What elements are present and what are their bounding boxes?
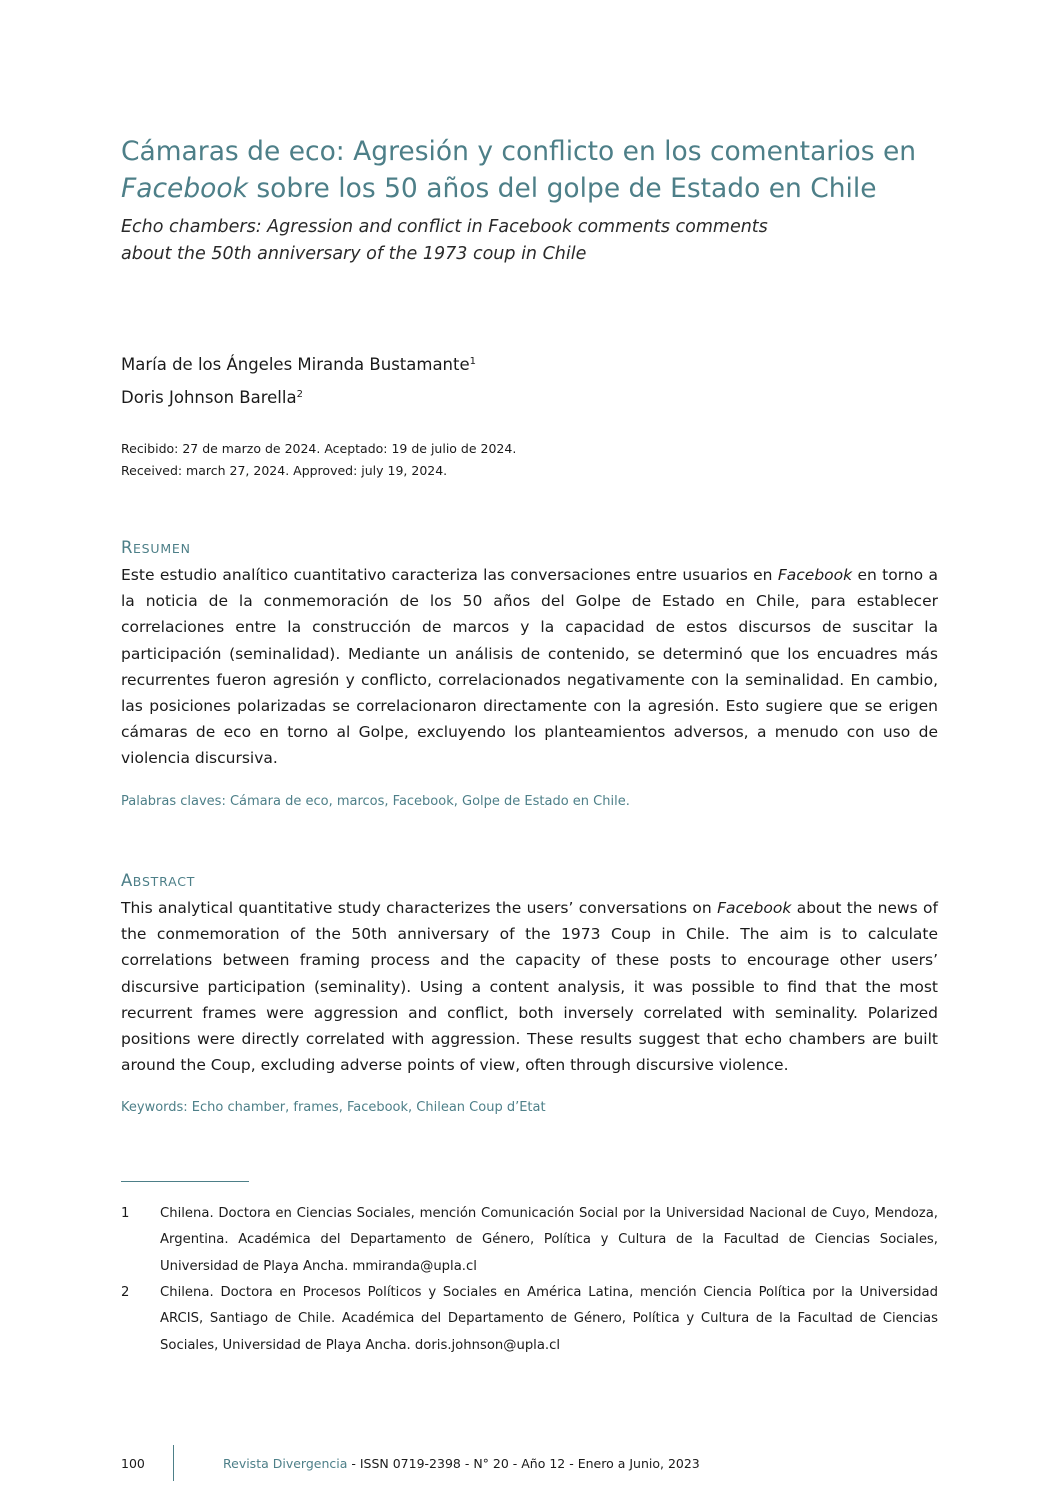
title-italic-word: Facebook — [121, 173, 248, 204]
page-number: 100 — [121, 1456, 145, 1471]
dates-english: Received: march 27, 2024. Approved: july 19, 2024. — [121, 463, 448, 478]
author-list — [121, 347, 476, 413]
footnote-2 — [121, 1280, 938, 1359]
author-name: María de los Ángeles Miranda Bustamante — [121, 355, 470, 374]
resumen-keywords: Palabras claves: Cámara de eco, marcos, Facebook, Golpe de Estado en Chile. — [121, 794, 630, 809]
subtitle-line-1: Echo chambers: Agression and conflict in Facebook comments comments — [121, 217, 768, 237]
title-line-2 — [121, 170, 941, 207]
article-title — [121, 133, 941, 207]
footnote-1 — [121, 1201, 938, 1280]
submission-dates — [121, 438, 516, 482]
author-footnote-ref[interactable]: 1 — [469, 356, 477, 367]
subtitle-line-2: about the 50th anniversary of the 1973 coup in Chile — [121, 244, 587, 264]
dates-spanish: Recibido: 27 de marzo de 2024. Aceptado: 19 de julio de 2024. — [121, 441, 517, 456]
resumen-heading: RESUMEN — [121, 538, 191, 557]
abstract-heading: ABSTRACT — [121, 871, 196, 890]
resumen-text: Este estudio analítico cuantitativo caracteriza las conversaciones entre usuarios en Facebook en torno a la noticia de la conmemoración de los 50 años del Golpe de Estado en Chile, para establecer correlaciones entre la construcción de marcos y la capacidad de estos discursos de suscitar la participación (seminalidad). Mediante un análisis de contenido, se determinó que los encuadres más recurrentes fueron agresión y conflicto, correlacionados negativamente con la seminalidad. En cambio, las posiciones polarizadas se correlacionaron directamente con la agresión. Esto sugiere que se erigen cámaras de eco en torno al Golpe, excluyendo los planteamientos adversos, a menudo con uso de violencia discursiva. — [121, 566, 938, 768]
footnote-separator — [121, 1181, 249, 1182]
journal-name: Revista Divergencia — [223, 1456, 348, 1471]
author-footnote-ref[interactable]: 2 — [296, 389, 303, 400]
footnote-text: Chilena. Doctora en Procesos Políticos y Sociales en América Latina, mención Ciencia Política por la Universidad ARCIS, Santiago de Chile. Académica del Departamento de Género, Política y Cultura de la Facultad de Ciencias Sociales, Universidad de Playa Ancha. doris.johnson@upla.cl — [160, 1285, 938, 1353]
abstract-text: This analytical quantitative study characterizes the users’ conversations on Facebook about the news of the conmemoration of the 50th anniversary of the 1973 Coup in Chile. The aim is to calculate correlations between framing process and the capacity of these posts to encourage other users’ discursive participation (seminality). Using a content analysis, it was possible to find that the most recurrent frames were aggression and conflict, both inversely correlated with seminality. Polarized positions were directly correlated with aggression. These results suggest that echo chambers are built around the Coup, excluding adverse points of view, often through discursive violence. — [121, 899, 938, 1075]
author-2 — [121, 380, 476, 413]
article-subtitle — [121, 214, 881, 268]
journal-details: - ISSN 0719-2398 - N° 20 - Año 12 - Enero a Junio, 2023 — [347, 1456, 700, 1471]
footnote-number: 2 — [121, 1285, 130, 1300]
journal-info — [223, 1454, 700, 1474]
author-1 — [121, 347, 476, 380]
title-line-2-rest: sobre los 50 años del golpe de Estado en Chile — [247, 173, 877, 204]
author-name: Doris Johnson Barella — [121, 388, 297, 407]
title-line-1: Cámaras de eco: Agresión y conflicto en los comentarios en — [121, 136, 917, 167]
footnote-text: Chilena. Doctora en Ciencias Sociales, mención Comunicación Social por la Universidad Nacional de Cuyo, Mendoza, Argentina. Académica del Departamento de Género, Política y Cultura de la Facultad de Ciencias Sociales, Universidad de Playa Ancha. mmiranda@upla.cl — [160, 1206, 938, 1274]
abstract-keywords: Keywords: Echo chamber, frames, Facebook, Chilean Coup d’Etat — [121, 1100, 546, 1115]
footer-divider — [173, 1445, 174, 1481]
footnote-number: 1 — [121, 1206, 130, 1221]
